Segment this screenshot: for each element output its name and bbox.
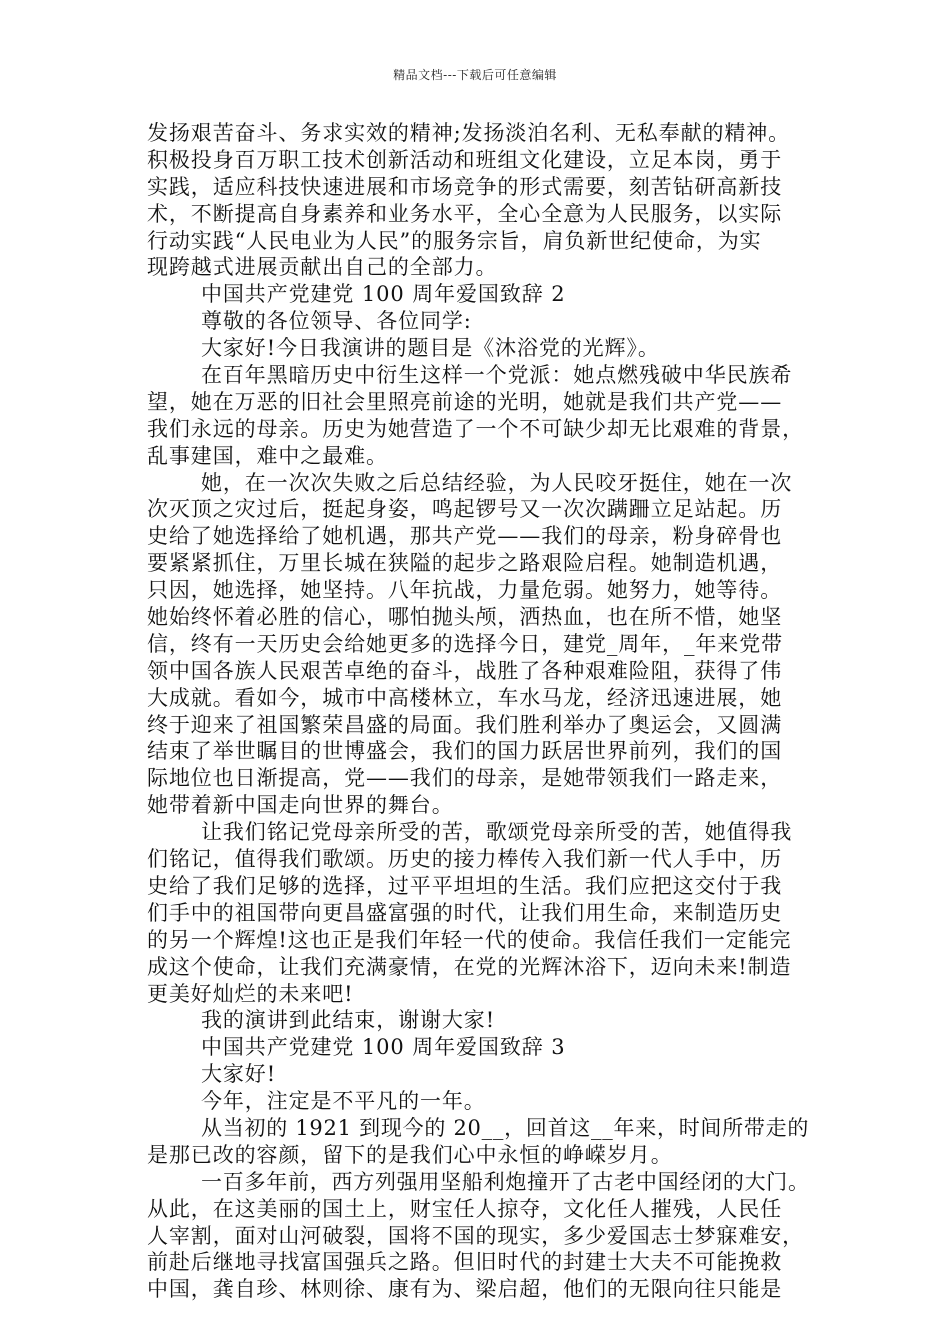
text-line: 领中国各族人民艰苦卓绝的奋斗，战胜了各种艰难险阻，获得了伟 — [147, 658, 783, 683]
text-line: 今年，注定是不平凡的一年。 — [201, 1089, 486, 1114]
text-line: 信，终有一天历史会给她更多的选择今日，建党_周年，_年来党带 — [147, 631, 783, 656]
text-line: 积极投身百万职工技术创新活动和班组文化建设，立足本岗，勇于 — [147, 147, 783, 172]
text-line: 前赴后继地寻找富国强兵之路。但旧时代的封建士大夫不可能挽救 — [147, 1250, 783, 1275]
text-line: 她带着新中国走向世界的舞台。 — [147, 793, 454, 818]
text-line: 终于迎来了祖国繁荣昌盛的局面。我们胜利举办了奥运会，又圆满 — [147, 712, 783, 737]
text-line: 史给了我们足够的选择，过平平坦坦的生活。我们应把这交付于我 — [147, 873, 783, 898]
text-line: 人宰割，面对山河破裂，国将不国的现实，多少爱国志士梦寐难安， — [147, 1223, 804, 1248]
text-line: 大家好! — [201, 1062, 277, 1087]
text-line: 只因，她选择，她坚持。八年抗战，力量危弱。她努力，她等待。 — [147, 578, 783, 603]
text-line: 大家好!今日我演讲的题目是《沐浴党的光辉》。 — [201, 336, 660, 361]
text-line: 是那已改的容颜，留下的是我们心中永恒的峥嵘岁月。 — [147, 1142, 673, 1167]
text-line: 史给了她选择给了她机遇，那共产党——我们的母亲，粉身碎骨也 — [147, 524, 783, 549]
text-line: 更美好灿烂的未来吧! — [147, 981, 354, 1006]
text-line: 们铭记，值得我们歌颂。历史的接力棒传入我们新一代人手中，历 — [147, 847, 783, 872]
text-line: 我们永远的母亲。历史为她营造了一个不可缺少却无比艰难的背景， — [147, 416, 804, 441]
text-line: 从此，在这美丽的国土上，财宝任人掠夺，文化任人摧残，人民任 — [147, 1196, 783, 1221]
text-line: 际地位也日渐提高，党——我们的母亲，是她带领我们一路走来， — [147, 766, 783, 791]
text-line: 乱事建国，难中之最难。 — [147, 443, 388, 468]
text-line: 让我们铭记党母亲所受的苦，歌颂党母亲所受的苦，她值得我 — [201, 820, 793, 845]
text-line: 一百多年前，西方列强用坚船利炮撞开了古老中国经闭的大门。 — [201, 1169, 810, 1194]
text-line: 行动实践“人民电业为人民”的服务宗旨，肩负新世纪使命，为实 — [147, 228, 762, 253]
text-line: 的另一个辉煌!这也正是我们年轻一代的使命。我信任我们一定能完 — [147, 927, 792, 952]
text-line: 成这个使命，让我们充满豪情，在党的光辉沐浴下，迈向未来!制造 — [147, 954, 792, 979]
text-line: 我的演讲到此结束，谢谢大家! — [201, 1008, 496, 1033]
text-line: 她，在一次次失败之后总结经验，为人民咬牙挺住，她在一次 — [201, 470, 793, 495]
text-line: 要紧紧抓住，万里长城在狭隘的起步之路艰险启程。她制造机遇， — [147, 551, 783, 576]
text-line: 实践，适应科技快速进展和市场竞争的形式需要，刻苦钻研高新技 — [147, 174, 783, 199]
text-line: 尊敬的各位领导、各位同学: — [201, 309, 472, 334]
text-line: 中国共产党建党 100 周年爱国致辞 3 — [201, 1035, 566, 1060]
text-line: 们手中的祖国带向更昌盛富强的时代，让我们用生命，来制造历史 — [147, 900, 783, 925]
page-header: 精品文档---下载后可任意编辑 — [393, 68, 557, 82]
text-line: 结束了举世瞩目的世博盛会，我们的国力跃居世界前列，我们的国 — [147, 739, 783, 764]
text-line: 中国共产党建党 100 周年爱国致辞 2 — [201, 282, 566, 307]
text-line: 她始终怀着必胜的信心，哪怕抛头颅，洒热血，也在所不惜，她坚 — [147, 605, 783, 630]
text-line: 发扬艰苦奋斗、务求实效的精神;发扬淡泊名利、无私奉献的精神。 — [147, 121, 791, 145]
text-line: 现跨越式进展贡献出自己的全部力。 — [147, 255, 498, 280]
text-line: 在百年黑暗历史中衍生这样一个党派：她点燃残破中华民族希 — [201, 363, 793, 388]
text-line: 大成就。看如今，城市中高楼林立，车水马龙，经济迅速进展，她 — [147, 685, 783, 710]
text-line: 次灭顶之灾过后，挺起身姿，鸣起锣号又一次次蹒跚立足站起。历 — [147, 497, 783, 522]
text-line: 术，不断提高自身素养和业务水平，全心全意为人民服务，以实际 — [147, 201, 783, 226]
text-line: 望，她在万恶的旧社会里照亮前途的光明，她就是我们共产党—— — [147, 389, 783, 414]
text-line: 从当初的 1921 到现今的 20__，回首这__年来，时间所带走的 — [201, 1115, 810, 1140]
document-body — [147, 120, 811, 1303]
text-line: 中国，龚自珍、林则徐、康有为、梁启超，他们的无限向往只能是 — [147, 1277, 783, 1302]
